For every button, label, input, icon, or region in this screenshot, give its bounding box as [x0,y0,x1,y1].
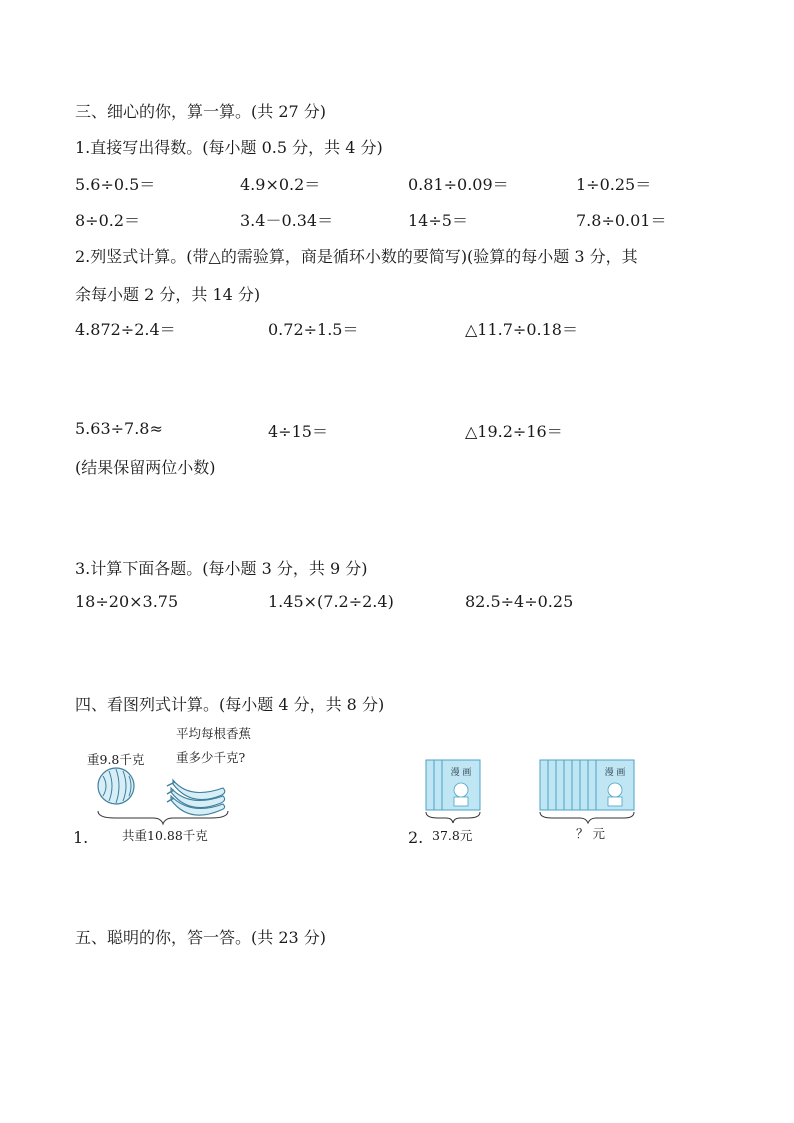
q3-item: 82.5÷4÷0.25 [465,592,574,611]
fig2-illustration [420,756,640,826]
book-title: 漫 画 [604,768,626,778]
q2-item: 0.72÷1.5＝ [268,320,359,339]
q2-item: 4÷15＝ [268,422,328,441]
q3-item: 18÷20×3.75 [75,592,179,611]
q1-item: 7.8÷0.01＝ [576,211,667,230]
q1-item: 1÷0.25＝ [576,175,652,194]
books-unknown-price-label: ？ 元 [576,826,605,841]
q1-item: 14÷5＝ [408,211,468,230]
right-books-brace [540,812,634,823]
section5-title: 五、聪明的你，答一答。(共 23 分) [75,928,327,947]
q1-item: 5.6÷0.5＝ [75,175,156,194]
section3-title: 三、细心的你，算一算。(共 27 分) [75,102,327,121]
q1-title: 1.直接写出得数。(每小题 0.5 分，共 4 分) [75,138,383,157]
section4-title: 四、看图列式计算。(每小题 4 分，共 8 分) [75,695,385,714]
q1-item: 0.81÷0.09＝ [408,175,509,194]
comic-books-large-stack [540,760,634,810]
banana-label-line1: 平均每根香蕉 [176,726,252,741]
q2-item: △19.2÷16＝ [465,422,563,441]
fig1-illustration [95,766,245,826]
comic-book-icon [442,760,480,810]
banana-icon [167,780,225,815]
q2-item: 4.872÷2.4＝ [75,320,176,339]
watermelon-icon [98,768,134,804]
q3-title: 3.计算下面各题。(每小题 3 分，共 9 分) [75,559,368,578]
fig1-number: 1. [73,828,89,847]
comic-book-icon [596,760,634,810]
fig2-number: 2. [408,828,424,847]
q2-item: △11.7÷0.18＝ [465,320,578,339]
q1-item: 3.4－0.34＝ [240,211,334,230]
q2-item: 5.63÷7.8≈ [75,419,163,438]
comic-books-small-stack [426,760,480,810]
q1-item: 4.9×0.2＝ [240,175,321,194]
q2-title-line1: 2.列竖式计算。(带△的需验算，商是循环小数的要简写)(验算的每小题 3 分，其 [75,247,638,266]
banana-label-line2: 重多少千克? [176,750,246,765]
q2-note: (结果保留两位小数) [75,458,216,477]
book-title: 漫 画 [450,768,472,778]
total-weight-label: 共重10.88千克 [122,828,208,843]
left-books-brace [426,812,480,823]
q2-title-line2: 余每小题 2 分，共 14 分) [75,285,261,304]
watermelon-label: 重9.8千克 [87,752,145,767]
q3-item: 1.45×(7.2÷2.4) [268,592,394,611]
books-price-label: 37.8元 [432,828,473,843]
q1-item: 8÷0.2＝ [75,211,141,230]
